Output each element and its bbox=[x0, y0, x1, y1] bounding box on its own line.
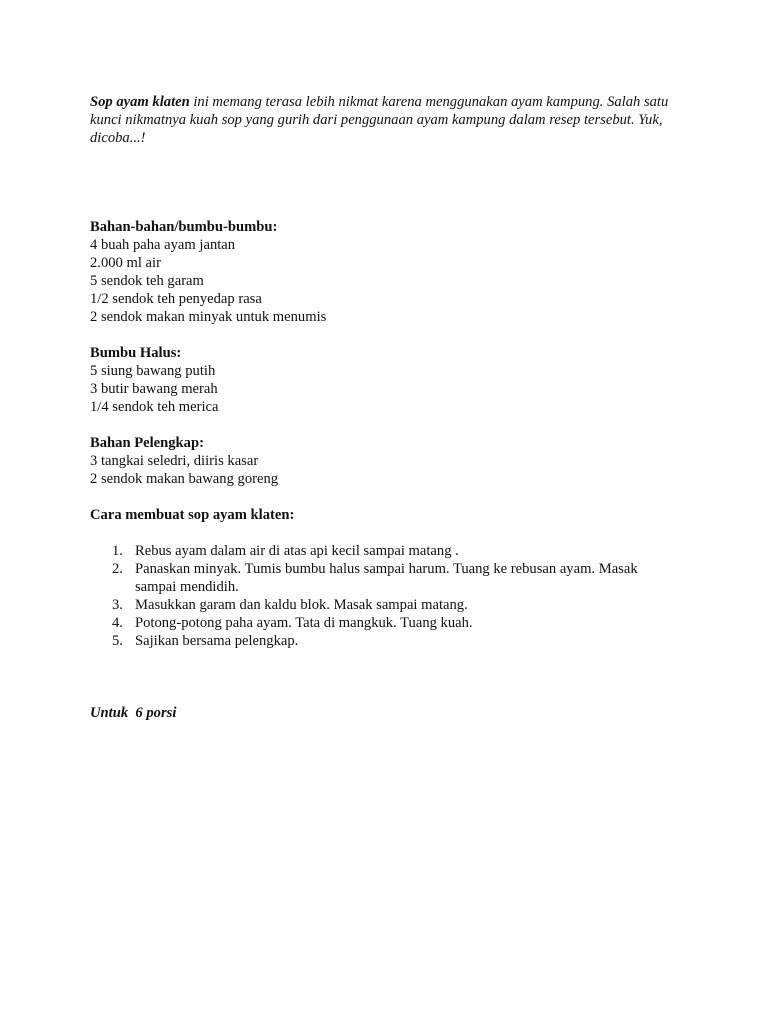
ingredient-item: 4 buah paha ayam jantan bbox=[90, 237, 236, 253]
intro-text: ini memang terasa lebih nikmat karena menggunakan ayam kampung. Salah satu kunci nikmatnya kuah sop yang gurih dari penggunaan ayam kampung dalam resep tersebut. Yuk, dicoba...! bbox=[90, 94, 669, 146]
complements-section bbox=[90, 434, 680, 488]
spice-item: 3 butir bawang merah bbox=[90, 381, 218, 397]
recipe-document bbox=[90, 93, 680, 722]
complement-item: 3 tangkai seledri, diiris kasar bbox=[90, 453, 259, 469]
ingredients-section bbox=[90, 218, 680, 326]
step-text: Potong-potong paha ayam. Tata di mangkuk. Tuang kuah. bbox=[135, 615, 473, 631]
serving-note: Untuk 6 porsi bbox=[90, 705, 177, 721]
method-step bbox=[90, 560, 680, 596]
step-text: Sajikan bersama pelengkap. bbox=[135, 633, 299, 649]
ingredient-item: 5 sendok teh garam bbox=[90, 273, 204, 289]
step-text: Rebus ayam dalam air di atas api kecil sampai matang . bbox=[135, 543, 459, 559]
spice-item: 1/4 sendok teh merica bbox=[90, 399, 219, 415]
intro-lead: Sop ayam klaten bbox=[90, 94, 190, 110]
method-heading: Cara membuat sop ayam klaten: bbox=[90, 507, 295, 523]
ingredients-heading: Bahan-bahan/bumbu-bumbu: bbox=[90, 219, 278, 235]
spices-heading: Bumbu Halus: bbox=[90, 345, 182, 361]
step-number: 1. bbox=[112, 543, 123, 559]
ingredient-item: 1/2 sendok teh penyedap rasa bbox=[90, 291, 262, 307]
method-section bbox=[90, 506, 680, 650]
step-text: Panaskan minyak. Tumis bumbu halus sampai harum. Tuang ke rebusan ayam. Masak sampai mendidih. bbox=[135, 561, 638, 595]
spices-section bbox=[90, 344, 680, 416]
ingredient-item: 2.000 ml air bbox=[90, 255, 161, 271]
complement-item: 2 sendok makan bawang goreng bbox=[90, 471, 279, 487]
method-step bbox=[90, 542, 680, 560]
step-number: 4. bbox=[112, 615, 123, 631]
complements-heading: Bahan Pelengkap: bbox=[90, 435, 204, 451]
step-number: 2. bbox=[112, 561, 123, 577]
method-step bbox=[90, 614, 680, 632]
method-step bbox=[90, 596, 680, 614]
step-number: 5. bbox=[112, 633, 123, 649]
intro-paragraph bbox=[90, 93, 670, 147]
ingredient-item: 2 sendok makan minyak untuk menumis bbox=[90, 309, 327, 325]
step-text: Masukkan garam dan kaldu blok. Masak sampai matang. bbox=[135, 597, 468, 613]
method-steps bbox=[90, 542, 680, 650]
method-step bbox=[90, 632, 680, 650]
step-number: 3. bbox=[112, 597, 123, 613]
spice-item: 5 siung bawang putih bbox=[90, 363, 216, 379]
